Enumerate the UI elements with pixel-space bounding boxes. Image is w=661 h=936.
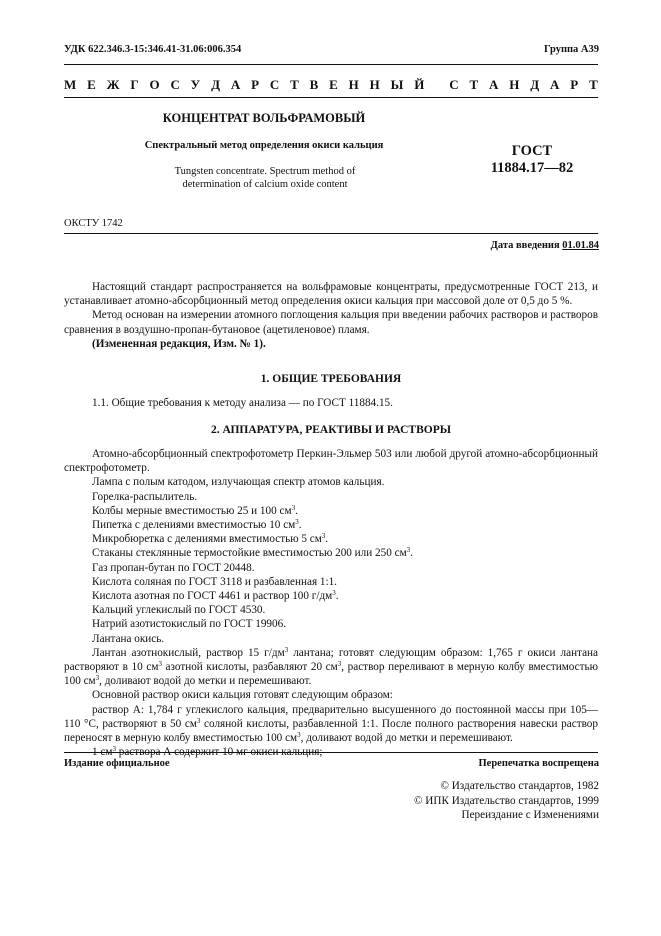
header-rule-top [64,64,598,65]
banner-letter: Г [130,77,139,92]
copyright-line-1: © Издательство стандартов, 1982 [440,780,599,792]
equipment-spectrophotometer: Атомно-абсорбционный спектрофотометр Перкин-Эльмер 503 или любой другой атомно-абсорбционный спектрофотометр. [64,448,598,475]
reissue-note: Переиздание с Изменениями [461,809,599,821]
date-value: 01.01.84 [562,240,599,251]
gost-code: 11884.17—82 [490,160,574,176]
interstate-standard-banner [64,77,598,93]
banner-letter: Ы [390,77,404,92]
solution-a-content: 1 $см^3$ раствора А содержит 10 мг окиси кальция; [92,745,323,759]
banner-letter: М [64,77,77,92]
document-subtitle: Спектральный метод определения окиси кальция [144,140,384,151]
banner-letter: Н [348,77,359,92]
copyright-block [414,779,599,823]
english-title-line-1: Tungsten concentrate. Spectrum method of [174,166,356,177]
reagent-lanthanum-oxide: Лантана окись. [92,632,165,645]
english-title-line-2: determination of calcium oxide content [182,179,348,190]
english-title [130,165,400,191]
banner-letter: Т [290,77,299,92]
equipment-microburette: Микробюретка с делениями вместимостью 5 $см^3$. [92,532,329,546]
banner-letter: Е [329,77,338,92]
banner-letter: Н [509,77,520,92]
equipment-burner: Горелка-распылитель. [92,490,198,503]
banner-letter: Ж [106,77,120,92]
stock-solution-intro: Основной раствор окиси кальция готовят следующим образом: [92,689,393,702]
section-2-heading: 2. АППАРАТУРА, РЕАКТИВЫ И РАСТВОРЫ [210,424,452,436]
banner-letter: Р [570,77,579,92]
equipment-lamp: Лампа с полым катодом, излучающая спектр атомов кальция. [92,476,385,489]
reagent-nitric-acid: Кислота азотная по ГОСТ 4461 и раствор 100 $г/дм^3$. [92,589,339,603]
intro-paragraph-2: Метод основан на измерении атомного поглощения кальция при введении рабочих растворов и растворов сравнения в воздушно-пропан-бутановое (ацетиленовое) пламя. [64,309,598,336]
official-edition-label: Издание официальное [64,758,170,769]
section-1-body [64,396,598,410]
banner-letter: Е [87,77,96,92]
group-code: Группа А39 [543,44,599,55]
solution-a-preparation: раствор А: 1,784 г углекислого кальция, предварительно высушенного до постоянной массы при 105—110 °С, растворяют в 50 $см^3$ соляной кислоты, разбавленной 1:1. После полного растворения навески раствор переносят в мерную колбу вместимостью 100 $см^3$, доливают водой до метки и перемешивают. [64,703,598,745]
footer-rule [64,752,598,753]
intro-paragraph-1: Настоящий стандарт распространяется на вольфрамовые концентраты, предусмотренные ГОСТ 213, и устанавливает атомно-абсорбционный метод определения окиси кальция при массовой доле от 0,5 до 5 %. [64,281,598,308]
equipment-flasks: Колбы мерные вместимостью 25 и 100 $см^3$. [92,503,298,517]
banner-letter: С [170,77,180,92]
header-rule-bottom [64,97,598,98]
banner-letter: А [489,77,499,92]
banner-letter: Т [589,77,598,92]
banner-letter: А [550,77,560,92]
equipment-pipette: Пипетка с делениями вместимостью 10 $см^3$. [92,518,302,532]
document-title: КОНЦЕНТРАТ ВОЛЬФРАМОВЫЙ [162,111,366,125]
banner-letter: Н [369,77,380,92]
banner-letter: Й [414,77,425,92]
date-label: Дата введения [490,240,563,251]
equipment-beakers: Стаканы стеклянные термостойкие вместимостью 200 или 250 $см^3$. [92,546,413,560]
reagent-calcium-carbonate: Кальций углекислый по ГОСТ 4530. [92,604,266,617]
gost-label: ГОСТ [511,143,553,159]
banner-letter: А [230,77,241,92]
reprint-prohibited-label: Перепечатка воспрещена [478,758,599,769]
banner-letter: С [449,77,459,92]
section-1-item: 1.1. Общие требования к методу анализа — по ГОСТ 11884.15. [92,397,393,409]
banner-letter: О [149,77,160,92]
introduction-date [491,240,599,251]
intro-section [64,280,598,351]
banner-letter: Р [251,77,260,92]
banner-letter: Т [469,77,479,92]
okstu-code: ОКСТУ 1742 [64,218,123,229]
reagent-sodium-nitrite: Натрий азотистокислый по ГОСТ 19906. [92,618,286,631]
banner-letter [435,77,438,93]
okstu-rule [64,233,598,234]
udk-code: УДК 622.346.3-15:346.41-31.06:006.354 [64,44,242,55]
banner-letter: У [190,77,201,92]
section-1-heading: 1. ОБЩИЕ ТРЕБОВАНИЯ [260,373,402,385]
banner-letter: В [309,77,319,92]
reagent-lanthanum-nitrate: Лантан азотнокислый, раствор 15 $г/дм^3$ лантана; готовят следующим образом: 1,765 г окиси лантана растворяют в 10 $см^3$ азотной кислоты, разбавляют 20 $см^3$, раствор переливают в мерную колбу вместимостью 100 $см^3$, доливают водой до метки и перемешивают. [64,645,598,688]
reagent-hydrochloric-acid: Кислота соляная по ГОСТ 3118 и разбавленная 1:1. [92,575,337,588]
intro-amendment-note: (Измененная редакция, Изм. № 1). [92,337,266,350]
banner-letter: С [269,77,280,92]
copyright-line-2: © ИПК Издательство стандартов, 1999 [413,794,599,807]
banner-letter: Д [530,77,540,92]
banner-letter: Д [211,77,221,92]
section-2-body [64,447,598,759]
reagent-gas: Газ пропан-бутан по ГОСТ 20448. [92,561,255,574]
gost-number [466,143,598,177]
